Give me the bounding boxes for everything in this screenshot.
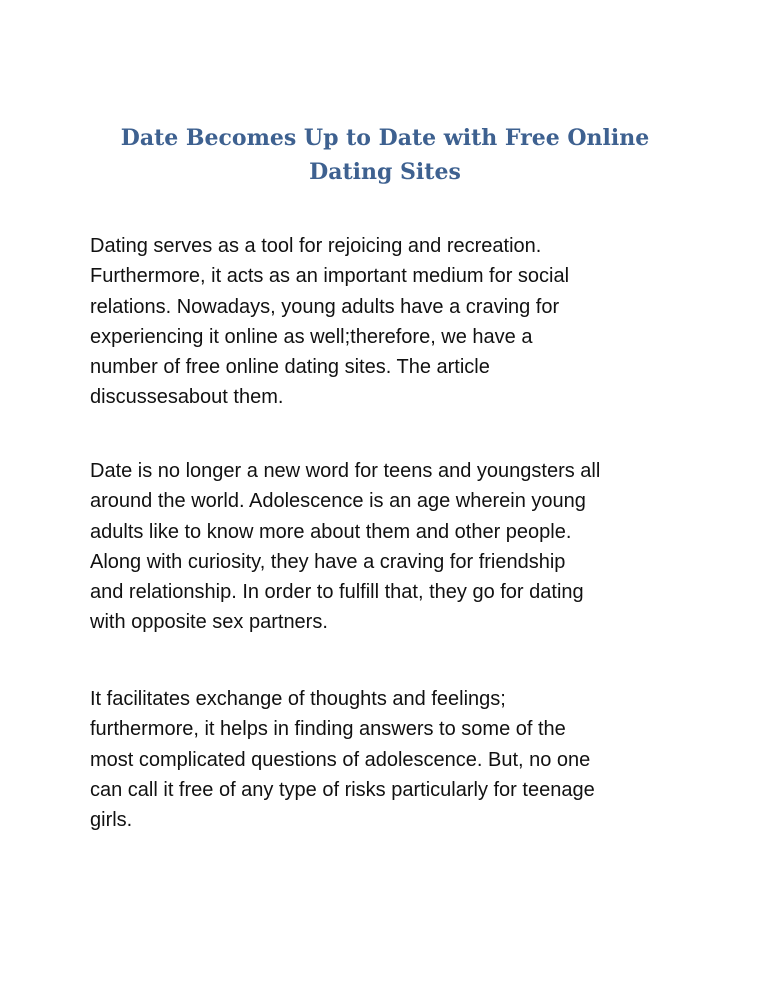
text-line: It facilitates exchange of thoughts and feelings; bbox=[90, 688, 506, 710]
text-line: can call it free of any type of risks particularly for teenage bbox=[90, 778, 595, 801]
text-line: and relationship. In order to fulfill that, they go for dating bbox=[90, 581, 584, 604]
text-line: Date is no longer a new word for teens and youngsters all bbox=[90, 460, 601, 482]
text-line: number of free online dating sites. The article bbox=[90, 356, 490, 379]
text-line: most complicated questions of adolescence. But, no one bbox=[90, 748, 591, 771]
paragraph-2 bbox=[90, 456, 710, 638]
text-line: furthermore, it helps in finding answers to some of the bbox=[90, 718, 566, 741]
paragraph-3 bbox=[90, 684, 710, 835]
text-line: Dating serves as a tool for rejoicing and recreation. bbox=[90, 235, 542, 257]
text-line: Along with curiosity, they have a craving for friendship bbox=[90, 550, 566, 573]
text-line: around the world. Adolescence is an age wherein young bbox=[90, 490, 586, 513]
title-line: Dating Sites bbox=[309, 159, 461, 185]
text-line: Furthermore, it acts as an important medium for social bbox=[90, 265, 570, 288]
text-line: discussesabout them. bbox=[90, 386, 284, 409]
text-line: experiencing it online as well;therefore, we have a bbox=[90, 325, 533, 348]
document-title bbox=[90, 121, 680, 189]
text-line: girls. bbox=[90, 809, 133, 832]
paragraph-1 bbox=[90, 231, 710, 413]
text-line: with opposite sex partners. bbox=[90, 611, 328, 634]
text-line: relations. Nowadays, young adults have a craving for bbox=[90, 295, 560, 318]
text-line: adults like to know more about them and other people. bbox=[90, 520, 572, 543]
title-line: Date Becomes Up to Date with Free Online bbox=[120, 125, 650, 151]
